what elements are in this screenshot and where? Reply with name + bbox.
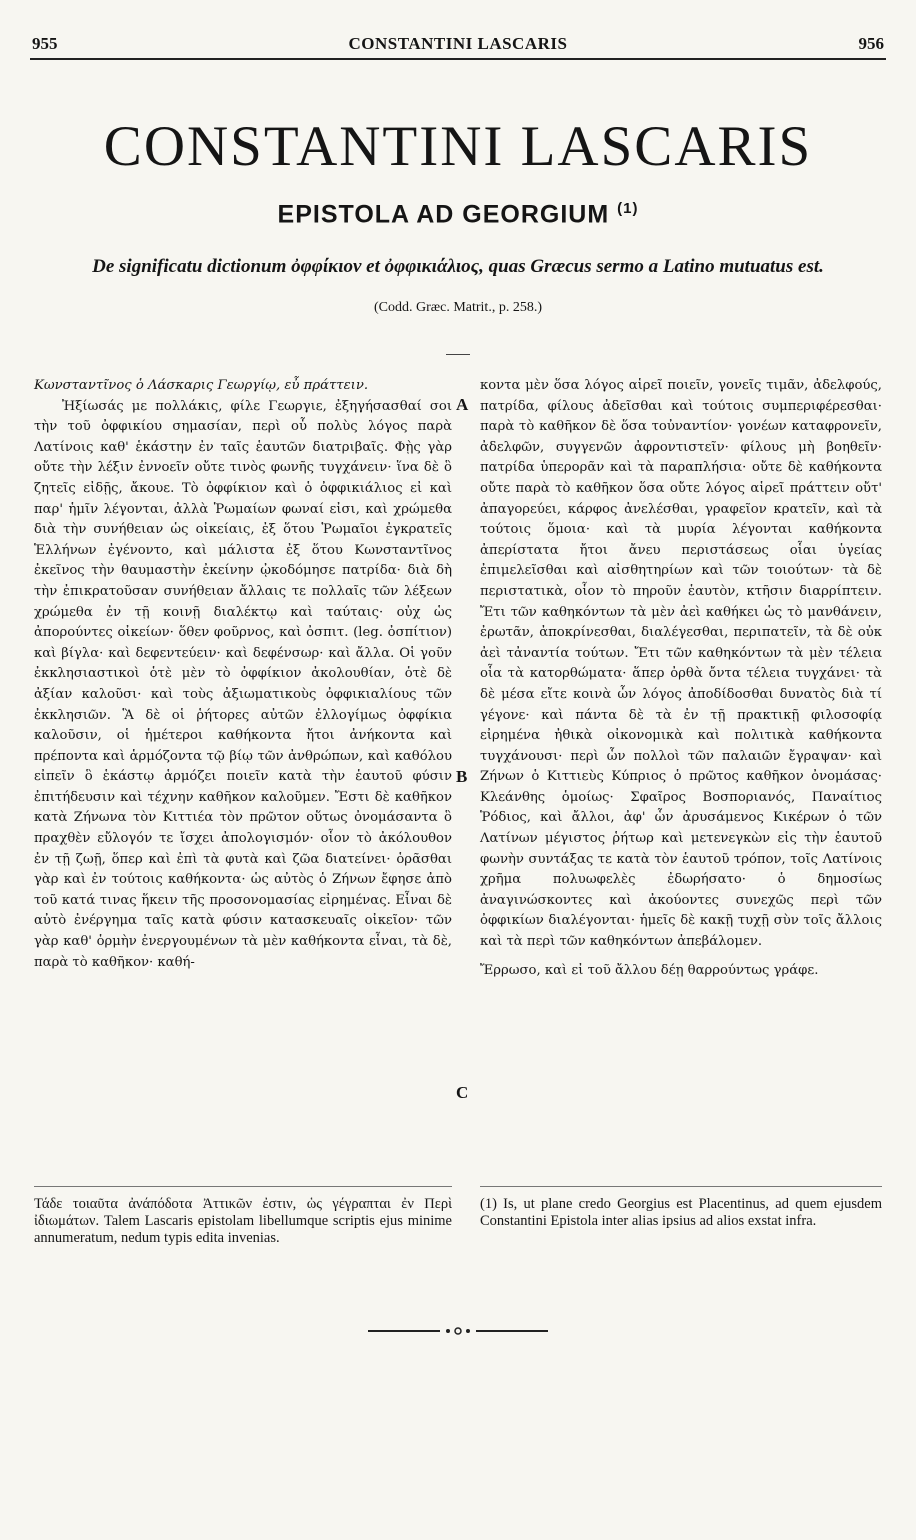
running-title: CONSTANTINI LASCARIS bbox=[348, 34, 568, 53]
right-column-body: κοντα μὲν ὅσα λόγος αἱρεῖ ποιεῖν, γονεῖς τιμᾶν, ἀδελφούς, πατρίδα, φίλους ἀδεῖσθαι καὶ τούτοις συμπεριφέρεσθαι· παρὰ τὸ καθῆκον δὲ ὅσα τοὐναντίον· γονέων καταφρονεῖν, ἀδελφῶν, συγγενῶν ἀφροντιστεῖν· φίλους μὴ βοηθεῖν· πατρίδα ὑπερορᾶν καὶ τὰ παραπλήσια· οὔτε δὲ καθήκοντα οὔτε παρὰ τὸ καθῆκον ὅσα οὔτε λόγος αἱρεῖ πράττειν οὔτ' ἀπαγορεύει, κάρφος ἀνελέσθαι, γραφεῖον κρατεῖν, καὶ τὰ τούτοις ὅμοια· καὶ τὰ μυρία λέγονται καθήκοντα ἀπερίστατα ἤτοι ἄνευ περιστάσεως οἷαι ὑγείας ἐπιμελεῖσθαι καὶ αἰσθητηρίων καὶ τῶν τοιούτων· τὰ δὲ περιστατικὰ, οἷον τὸ πηροῦν ἑαυτὸν, κτῆσιν διαρρίπτειν. Ἔτι τῶν καθηκόντων τὰ μὲν ἀεὶ καθήκει ὡς τὸ μανθάνειν, ἐρωτᾶν, ἀποκρίνεσθαι, διαλέγεσθαι, περιπατεῖν, τὰ δὲ οὐκ ἀεὶ τἀναντία τούτων. Ἔτι τῶν καθηκόντων τὰ μὲν τέλεια οἷα τὰ κατορθώματα· ἅπερ ὀρθὰ ὄντα τέλεια τυγχάνει· τὰ δὲ μέσα εἴτε κοινὰ ὧν λόγος ἀποδίδοσθαι δυνατὸς διὰ τί γέγονε· καὶ πάντα δὲ τὰ ἐν τῇ πρακτικῇ φιλοσοφίᾳ εἰρημένα ἠθικὰ οἰκονομικὰ καὶ πολιτικὰ καθήκοντα τυγχάνουσι· περὶ ὧν πολλοὶ τῶν παλαιῶν ἔγραψαν· καὶ Ζήνων ὁ Κιττιεὺς Κύπριος ὁ πρῶτος καθῆκον ὀνομάσας· Κλεάνθης ὁμοίως· Σφαῖρος Βοσποριανός, Παναίτιος Ῥόδιος, καὶ ἄλλοι, ἀφ' ὧν ἀρυσάμενος Κικέρων ὁ τῶν Λατίνων μέγιστος ῥήτωρ καὶ μετενεγκὼν εἰς τὴν ἑαυτοῦ φωνὴν συντάξας τε κατὰ τὸν ἑαυτοῦ τρόπον, τοῖς Λατίνοις χρῆμα πολυωφελὲς ἐδωρήσατο· ὁ δημοσίως ἀναγινώσκοντες καὶ ἀκούοντες συνεχῶς περὶ τῶν ὀφφικίων διαλέγονται· ἡμεῖς δὲ κακῇ τυχῇ σὺν τοῖς ἄλλοις καὶ τὰ περὶ τῶν καθηκόντων ἀπεβάλομεν. bbox=[480, 378, 882, 950]
footnote-right-text: Is, ut plane credo Georgius est Placentinus, ad quem ejusdem Constantini Epistola inter alias ipsius ad alios exstat infra. bbox=[480, 1196, 882, 1229]
running-head bbox=[30, 34, 886, 60]
footnote-rule-right bbox=[480, 1186, 882, 1187]
footnote-left: Τάδε τοιαῦτα ἀνάπόδοτα Ἀττικῶν ἐστιν, ὡς γέγραπται ἐν Περὶ ἰδιωμάτων. Talem Lascaris epistolam libellumque scriptis ejus minime annumeratum, nedum typis edita invenias. bbox=[34, 1196, 452, 1246]
salutation: Κωνσταντῖνος ὁ Λάσκαρις Γεωργίῳ, εὖ πράττειν. bbox=[34, 378, 369, 393]
ornament-divider-icon bbox=[368, 1324, 548, 1338]
argument-line: De significatu dictionum ὀφφίκιον et ὀφφικιάλιος, quas Græcus sermo a Latino mutuatus est. bbox=[92, 256, 824, 277]
right-column bbox=[480, 376, 882, 981]
footnote-right bbox=[480, 1196, 882, 1230]
short-divider bbox=[446, 354, 470, 355]
source-citation: (Codd. Græc. Matrit., p. 258.) bbox=[374, 300, 542, 315]
left-column bbox=[34, 376, 452, 973]
footnote-mark: (1) bbox=[480, 1196, 497, 1212]
margin-letter-b: B bbox=[456, 767, 468, 786]
margin-letter-c: C bbox=[456, 1083, 469, 1102]
footnote-rule-left bbox=[34, 1186, 452, 1187]
footnote-ref[interactable]: (1) bbox=[617, 200, 639, 217]
page-number-left: 955 bbox=[32, 34, 58, 53]
subtitle-text: EPISTOLA AD GEORGIUM bbox=[277, 200, 610, 229]
left-column-body: Ἠξίωσάς με πολλάκις, φίλε Γεωργιε, ἐξηγήσασθαί σοι τὴν τοῦ ὀφφικίου σημασίαν, περὶ οὗ πολὺς λόγος παρὰ Λατίνοις καθ' ἑκάστην ἐν ταῖς ἑαυτῶν διατριβαῖς. Φῂς γὰρ οὔτε τὴν λέξιν ἐννοεῖν οὔτε τινὸς φωνῆς τυγχάνειν· ἵνα δὲ ὃ ζητεῖς εἰδῇς, ἄκουε. Τὸ ὀφφίκιον καὶ ὁ ὀφφικιάλιος εἰ καὶ παρ' ἡμῖν λέγονται, ἀλλὰ Ῥωμαίων φωναί εἰσι, καὶ χρώμεθα διὰ τὴν συνήθειαν ὡς οἰκείαις, ἐξ ὅτου Ῥωμαῖοι ἐγκρατεῖς Ἑλλήνων ἐγένοντο, καὶ μάλιστα ἐξ ὅτου Κωνσταντῖνος ἐκεῖνος τὴν θαυμαστὴν ἐκείνην ᾠκοδόμησε πατρίδα· διὰ δὴ τὴν ἐπικρατοῦσαν συνήθειαν ἄλλαις τε πολλαῖς τῶν λέξεων χρώμεθα ἐν τῇ κοινῇ διαλέκτῳ καὶ ταύταις· οὐχ ὡς ἀπορούντες οἰκείων· ὅθεν φοῦρνος, καὶ ὀσπιτ. (leg. ὀσπίτιον) καὶ βίγλα· καὶ δεφεντεύειν· καὶ δεφένσωρ· καὶ ἄλλα. Οἱ γοῦν ἐκκλησιαστικοὶ ὁτὲ μὲν τὸ ὀφφίκιον ἀκολουθίαν, ὁτὲ δὲ ἀξίαν καλοῦσι· καὶ τοὺς ἀξιωματικοὺς ὀφφικιαλίους τῶν ἐκκλησιῶν. Ἃ δὲ οἱ ῥήτορες αὐτῶν ἐλλογίμως ὀφφίκια καλοῦσιν, οἱ ἡμέτεροι καθήκοντα ἤτοι ἀνήκοντα καὶ πρέποντα καὶ ἁρμόζοντα τῷ βίῳ τῶν ἀνθρώπων, καὶ καθόλου εἰπεῖν ὃ ἑκάστῳ ἁρμόζει ποιεῖν κατὰ τὴν ἑαυτοῦ φύσιν ἐπιτήδευσιν καὶ τέχνην καθῆκον καλοῦμεν. Ἔστι δὲ καθῆκον κατὰ Ζήνωνα τὸν Κιττιέα τὸν πρῶτον οὕτως ὀνομάσαντα ὃ πραχθὲν εὔλογόν τε ἴσχει ἀπολογισμόν· οἷον τὸ ἀκόλουθον ἐν τῇ ζωῇ, ὅπερ καὶ ἐπὶ τὰ φυτὰ καὶ ζῶα διατείνει· ὁρᾶσθαι γὰρ καὶ ἐν τούτοις καθήκοντα· ὡς αὐτὸς ὁ Ζήνων ἔφησε ἀπὸ τοῦ κατά τινας ἥκειν τῆς προσονομασίας εἰρημένας. Εἶναι δὲ αὐτὸ ἐνέργημα ταῖς κατὰ φύσιν κατασκευαῖς οἰκεῖον· τῶν γὰρ καθ' ὁρμὴν ἐνεργουμένων τὰ μὲν καθήκοντα εἶναι, τὰ δὲ, παρὰ τὸ καθῆκον· καθή- bbox=[34, 398, 452, 970]
page-title: CONSTANTINI LASCARIS bbox=[103, 115, 813, 178]
closing-salutation: Ἔρρωσο, καὶ εἰ τοῦ ἄλλου δέῃ θαρρούντως γράφε. bbox=[480, 962, 819, 978]
page-number-right: 956 bbox=[858, 34, 884, 53]
subtitle bbox=[0, 200, 916, 229]
margin-letter-a: A bbox=[456, 395, 469, 414]
